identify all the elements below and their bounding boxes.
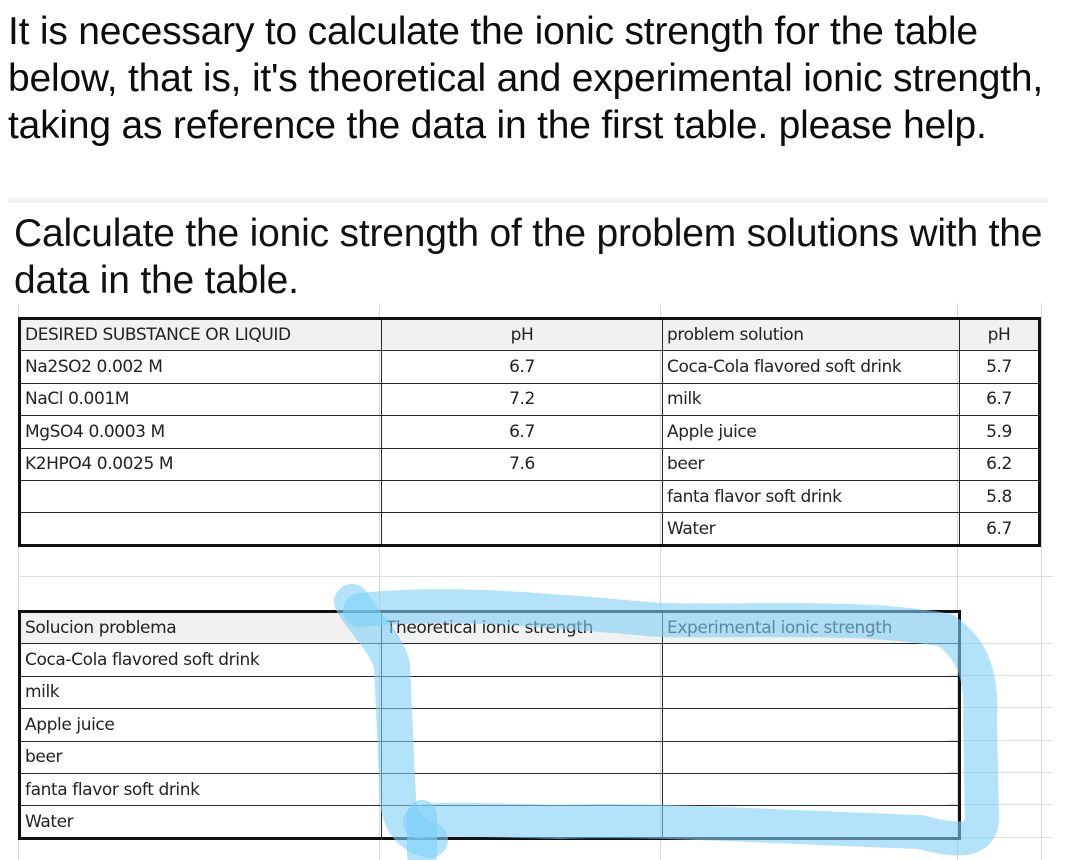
table-cell[interactable] — [382, 480, 663, 512]
theoretical-cell[interactable] — [382, 676, 663, 708]
table-header-row — [20, 612, 960, 644]
gridline — [1041, 303, 1042, 860]
header-cell[interactable]: pH — [382, 319, 663, 351]
gridline — [948, 772, 1053, 773]
experimental-cell[interactable] — [663, 644, 960, 676]
spreadsheet — [8, 303, 1053, 860]
table-cell[interactable]: milk — [20, 676, 382, 708]
gridline — [948, 804, 1053, 805]
question-text: It is necessary to calculate the ionic strength for the table below, that is, it's theoretical and experimental ionic strength, taking as reference the data in the first table. please help. — [8, 10, 1044, 147]
header-cell[interactable]: Solucion problema — [20, 612, 382, 644]
table-row — [20, 709, 960, 741]
header-cell[interactable]: Experimental ionic strength — [663, 612, 960, 644]
table-cell[interactable]: 7.6 — [382, 448, 663, 480]
instruction-text: Calculate the ionic strength of the problem solutions with the data in the table. — [14, 212, 1043, 302]
table-cell[interactable]: fanta flavor soft drink — [663, 480, 960, 512]
table-cell[interactable]: Water — [663, 513, 960, 545]
table-cell[interactable]: Apple juice — [663, 416, 960, 448]
experimental-cell[interactable] — [663, 741, 960, 773]
header-cell[interactable]: DESIRED SUBSTANCE OR LIQUID — [20, 319, 382, 351]
table-cell[interactable]: 6.7 — [960, 383, 1040, 415]
table-cell[interactable]: K2HPO4 0.0025 M — [20, 448, 382, 480]
table-cell[interactable]: Na2SO2 0.002 M — [20, 351, 382, 383]
table-row — [20, 448, 1040, 480]
table-row — [20, 644, 960, 676]
gridline — [948, 740, 1053, 741]
table-cell[interactable] — [20, 513, 382, 545]
theoretical-cell[interactable] — [382, 741, 663, 773]
gridline — [948, 707, 1053, 708]
table-cell[interactable]: 5.8 — [960, 480, 1040, 512]
table-row — [20, 773, 960, 805]
table-cell[interactable] — [20, 480, 382, 512]
gridline — [948, 837, 1053, 838]
table-cell[interactable]: Water — [20, 806, 382, 838]
table-cell[interactable]: MgSO4 0.0003 M — [20, 416, 382, 448]
table-header-row — [20, 319, 1040, 351]
theoretical-cell[interactable] — [382, 773, 663, 805]
gridline — [18, 576, 1053, 577]
table-cell[interactable]: 6.7 — [382, 416, 663, 448]
table-row — [20, 806, 960, 838]
table-cell[interactable]: beer — [20, 741, 382, 773]
experimental-cell[interactable] — [663, 676, 960, 708]
header-cell[interactable]: problem solution — [663, 319, 960, 351]
divider — [8, 198, 1048, 203]
table-cell[interactable] — [382, 513, 663, 545]
header-cell[interactable]: pH — [960, 319, 1040, 351]
table-cell[interactable]: Apple juice — [20, 709, 382, 741]
reference-table — [18, 317, 1041, 547]
theoretical-cell[interactable] — [382, 644, 663, 676]
table-cell[interactable]: fanta flavor soft drink — [20, 773, 382, 805]
table-row — [20, 416, 1040, 448]
theoretical-cell[interactable] — [382, 709, 663, 741]
table-cell[interactable]: milk — [663, 383, 960, 415]
table-cell[interactable]: 7.2 — [382, 383, 663, 415]
results-table — [18, 610, 961, 840]
table-row — [20, 351, 1040, 383]
table-cell[interactable]: NaCl 0.001M — [20, 383, 382, 415]
table-row — [20, 383, 1040, 415]
table-cell[interactable]: 5.7 — [960, 351, 1040, 383]
gridline — [948, 675, 1053, 676]
experimental-cell[interactable] — [663, 773, 960, 805]
theoretical-cell[interactable] — [382, 806, 663, 838]
table-row — [20, 676, 960, 708]
table-row — [20, 513, 1040, 545]
table-cell[interactable]: 5.9 — [960, 416, 1040, 448]
experimental-cell[interactable] — [663, 806, 960, 838]
table-cell[interactable]: beer — [663, 448, 960, 480]
table-row — [20, 480, 1040, 512]
table-row — [20, 741, 960, 773]
gridline — [948, 643, 1053, 644]
table-cell[interactable]: 6.2 — [960, 448, 1040, 480]
table-cell[interactable]: Coca-Cola flavored soft drink — [20, 644, 382, 676]
table-cell[interactable]: Coca-Cola flavored soft drink — [663, 351, 960, 383]
table-cell[interactable]: 6.7 — [960, 513, 1040, 545]
header-cell[interactable]: Theoretical ionic strength — [382, 612, 663, 644]
table-cell[interactable]: 6.7 — [382, 351, 663, 383]
experimental-cell[interactable] — [663, 709, 960, 741]
